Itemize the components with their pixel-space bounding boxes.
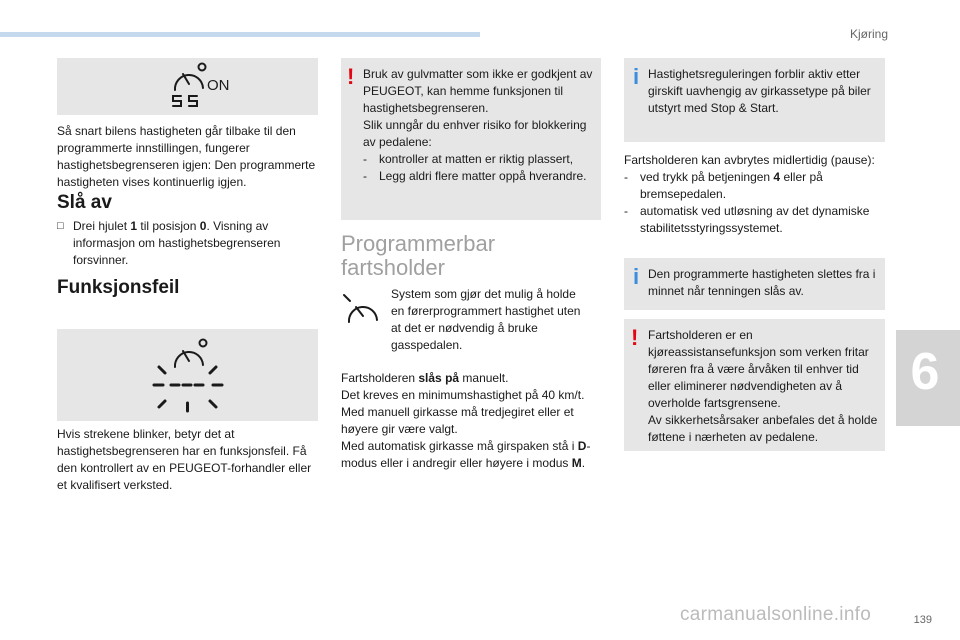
manual-gearbox-line: Med manuell girkasse må tredjegiret eller et høyere gir være valgt. [341,405,574,436]
speed-erase-info-text: Den programmerte hastigheten slettes fra i minnet når tenningen slås av. [648,267,876,298]
warning-line-1: Bruk av gulvmatter som ikke er godkjent av PEUGEOT, kan hemme funksjonen til hastighetsbegrenseren. [363,67,593,115]
driver-responsibility-warning-text [648,327,881,446]
watermark: carmanualsonline.info [680,604,872,625]
speed-limiter-on-icon [57,58,318,115]
checkbox-bullet-icon: □ [57,220,64,232]
funksjonsfeil-heading: Funksjonsfeil [57,277,180,298]
cruise-control-icon [341,292,381,328]
cruise-control-heading: Programmerbar fartsholder [341,231,496,280]
page-number: 139 [913,614,932,626]
floor-mat-warning-box [341,58,601,220]
warning-line-1: Fartsholderen er en kjøreassistansefunksjon som verken fritar føreren fra å være årvåken til enhver tid eller eliminerer nødvendigheten av å overholde fartsgrensene. [648,328,869,410]
speed-erase-info-box [624,258,885,310]
warning-list-item: - Legg aldri flere matter oppå hverandre. [363,169,587,183]
automatic-gearbox-line: Med automatisk girkasse må girspaken stå i D-modus eller i andregir eller høyere i modus M. [341,439,591,470]
malfunction-paragraph: Hvis strekene blinker, betyr det at hastighetsbegrenseren har en funksjonsfeil. Få den kontrollert av en PEUGEOT-forhandler eller et kvalifisert verksted. [57,427,312,492]
cruise-control-details [341,370,603,472]
floor-mat-warning-text [363,66,597,185]
warning-line-2: Av sikkerhetsårsaker anbefales det å holde føttene i nærheten av pedalene. [648,413,878,444]
chapter-number: 6 [910,343,940,401]
limiter-resume-paragraph: Så snart bilens hastigheten går tilbake til den programmerte innstillingen, fungerer hastighetsbegrenseren igjen: Den programmerte hastigheten vises kontinuerlig igjen. [57,124,316,189]
activation-line: Fartsholderen slås på manuelt. [341,371,509,385]
stop-start-info-text: Hastighetsreguleringen forblir aktiv etter girskift uavhengig av girkassetype på biler utstyrt med Stop & Start. [648,67,871,115]
slaa-av-heading: Slå av [57,192,112,213]
slaa-av-step-text: Drei hjulet 1 til posisjon 0. Visning av informasjon om hastighetsbegrenseren forsvinner. [73,219,281,267]
warning-icon: ! [631,325,639,350]
header-accent-bar [0,32,480,37]
blinking-dashes-icon [57,329,318,421]
malfunction-figure [57,329,318,421]
warning-icon: ! [347,64,355,89]
pause-section [624,152,886,237]
info-icon: i [633,64,640,89]
warning-line-2: Slik unngår du enhver risiko for blokkering av pedalene: [363,118,587,149]
on-label: ON [207,77,230,94]
stop-start-info-box [624,58,885,142]
section-name: Kjøring [849,27,888,41]
pause-intro: Fartsholderen kan avbrytes midlertidig (pause): [624,153,875,167]
info-icon: i [633,264,640,289]
pause-list-item: - ved trykk på betjeningen 4 eller på bremsepedalen. [624,170,823,201]
cruise-control-intro: System som gjør det mulig å holde en førerprogrammert hastighet uten at det er nødvendig å bruke gasspedalen. [391,287,581,352]
speedometer-on-figure [57,58,318,115]
pause-list-item: - automatisk ved utløsning av det dynamiske stabilitetsstyringssystemet. [624,204,870,235]
driver-responsibility-warning-box [624,319,885,451]
warning-list-item: - kontroller at matten er riktig plassert, [363,152,574,166]
slaa-av-step [57,218,319,269]
minimum-speed-line: Det kreves en minimumshastighet på 40 km/t. [341,388,585,402]
